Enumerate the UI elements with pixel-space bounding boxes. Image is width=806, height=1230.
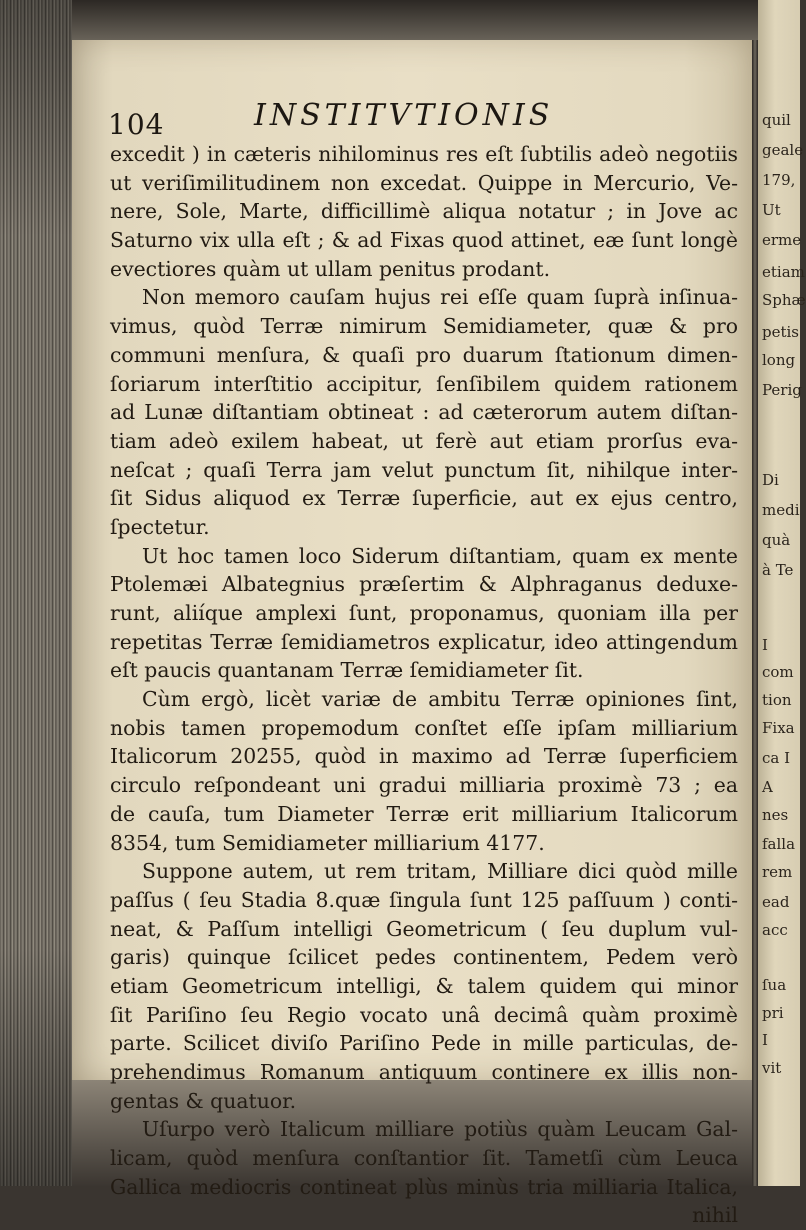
adjacent-page-fragment: ead [762,893,790,911]
text-line: Suppone autem, ut rem tritam, Milliare dici quòd mille [142,859,738,884]
adjacent-page-fragment: A [762,778,773,796]
adjacent-page-fragment: medi [762,501,800,519]
adjacent-page-fragment: etiam [762,263,805,281]
adjacent-page-fragment: I [762,1031,768,1049]
adjacent-page-fragment: geale [762,141,804,159]
adjacent-page-fragment: acc [762,921,788,939]
running-head: INSTITVTIONIS [254,98,554,133]
text-line: neat, & Paſſum intelligi Geometricum ( ſeu duplum vul- [110,916,738,941]
text-line: paſſus ( ſeu Stadia 8.quæ ſingula ſunt 125 paſſuum ) conti- [110,887,738,912]
adjacent-page-fragment: Ut [762,201,781,219]
adjacent-page-fragment: 179, [762,171,796,189]
text-line: Ut hoc tamen loco Siderum diſtantiam, quam ex mente [142,543,738,568]
text-line: Non memoro cauſam hujus rei eſſe quam ſuprà inſinua- [142,285,738,310]
text-line: parte. Scilicet diviſo Pariſino Pede in mille particulas, de- [110,1031,738,1056]
text-line: nobis tamen propemodum conſtet eſſe ipſam milliarium [110,715,738,740]
text-line: evectiores quàm ut ullam penitus prodant. [110,256,551,281]
body-text [110,140,738,1230]
text-line: circulo reſpondeant uni gradui milliaria proximè 73 ; ea [110,773,738,798]
text-line: gentas & quatuor. [110,1088,297,1113]
text-line: runt, aliíque amplexi ſunt, proponamus, quoniam illa per [110,601,738,625]
page-number: 104 [108,108,165,141]
adjacent-page-fragment: Sphæ [762,291,806,309]
adjacent-page-fragment: petis [762,323,800,341]
text-line: ſoriarum interſtitio accipitur, ſenſibilem quidem rationem [110,371,738,396]
text-line: Uſurpo verò Italicum milliare potiùs quàm Leucam Gal- [142,1117,738,1142]
text-line: garis) quinque ſcilicet pedes continentem, Pedem verò [110,945,738,970]
text-line: etiam Geometricum intelligi, & talem quidem qui minor [110,973,738,998]
adjacent-page-strip [758,0,806,1186]
text-line: ut veriſimilitudinem non excedat. Quippe in Mercurio, Ve- [110,170,738,195]
text-line: ad Lunæ diſtantiam obtineat : ad cæterorum autem diſtan- [110,400,738,425]
adjacent-page-fragment: falla [762,835,796,853]
adjacent-page-fragment: quil [762,111,791,129]
adjacent-page-fragment: ca I [762,749,791,767]
text-line: eſt paucis quantanam Terræ ſemidiameter ſit. [110,658,584,683]
text-line: Saturno vix ulla eſt ; & ad Fixas quod attinet, eæ ſunt longè [110,228,738,253]
text-line: licam, quòd menſura conſtantior ſit. Tametſi cùm Leuca [110,1146,738,1171]
adjacent-page-fragment: rem [762,863,793,881]
text-line: de cauſa, tum Diameter Terræ erit milliarium Italicorum [110,801,738,826]
text-line: neſcat ; quaſi Terra jam velut punctum ſit, nihilque inter- [110,457,738,482]
adjacent-page-fragment: pri [762,1004,784,1022]
adjacent-page-fragment: Fixa [762,719,795,737]
text-line: nere, Sole, Marte, difficillimè aliqua notatur ; in Jove ac [110,199,738,224]
adjacent-page-fragment: com [762,663,794,681]
text-line: excedit ) in cæteris nihilominus res eſt ſubtilis adeò negotiis [110,142,738,166]
text-line: Italicorum 20255, quòd in maximo ad Terræ ſuperficiem [110,744,738,769]
adjacent-page-fragment: ſua [762,976,787,994]
text-line: Ptolemæi Albategnius præſertim & Alphraganus deduxe- [110,572,738,597]
adjacent-page-fragment: tion [762,691,792,709]
text-line: ſit Pariſino ſeu Regio vocato unâ decimâ quàm proximè [110,1002,738,1027]
text-line: repetitas Terræ ſemidiametros explicatur, ideo attingendum [110,629,738,654]
adjacent-page-fragment: vit [762,1059,782,1077]
adjacent-page-fragment: Perig [762,381,802,399]
adjacent-page-fragment: long [762,351,796,369]
text-line: Cùm ergò, licèt variæ de ambitu Terræ opiniones ſint, [142,687,738,712]
adjacent-page-fragment: à Te [762,561,794,579]
text-line: ſpectetur. [110,514,210,539]
text-line: prehendimus Romanum antiquum continere ex illis non- [110,1060,738,1084]
text-line: communi menſura, & quaſi pro duarum ſtationum dimen- [110,342,738,367]
text-line: ſit Sidus aliquod ex Terræ ſuperficie, aut ex ejus centro, [110,486,738,511]
adjacent-page-fragment: erme [762,231,802,249]
adjacent-page-fragment: quà [762,531,791,549]
text-line: tiam adeò exilem habeat, ut ferè aut etiam prorſus eva- [110,428,738,453]
adjacent-page-fragment: Di [762,471,779,489]
adjacent-page-fragment: I [762,636,768,654]
text-line: nihil [692,1203,738,1228]
text-line: Gallica mediocris contineat plùs minùs tria milliaria Italica, [110,1174,738,1199]
text-line: 8354, tum Semidiameter milliarium 4177. [110,830,545,855]
text-line: vimus, quòd Terræ nimirum Semidiameter, quæ & pro [110,314,738,339]
adjacent-page-fragment: nes [762,806,789,824]
top-shadow [72,0,762,42]
book-binding-edge [0,0,72,1186]
